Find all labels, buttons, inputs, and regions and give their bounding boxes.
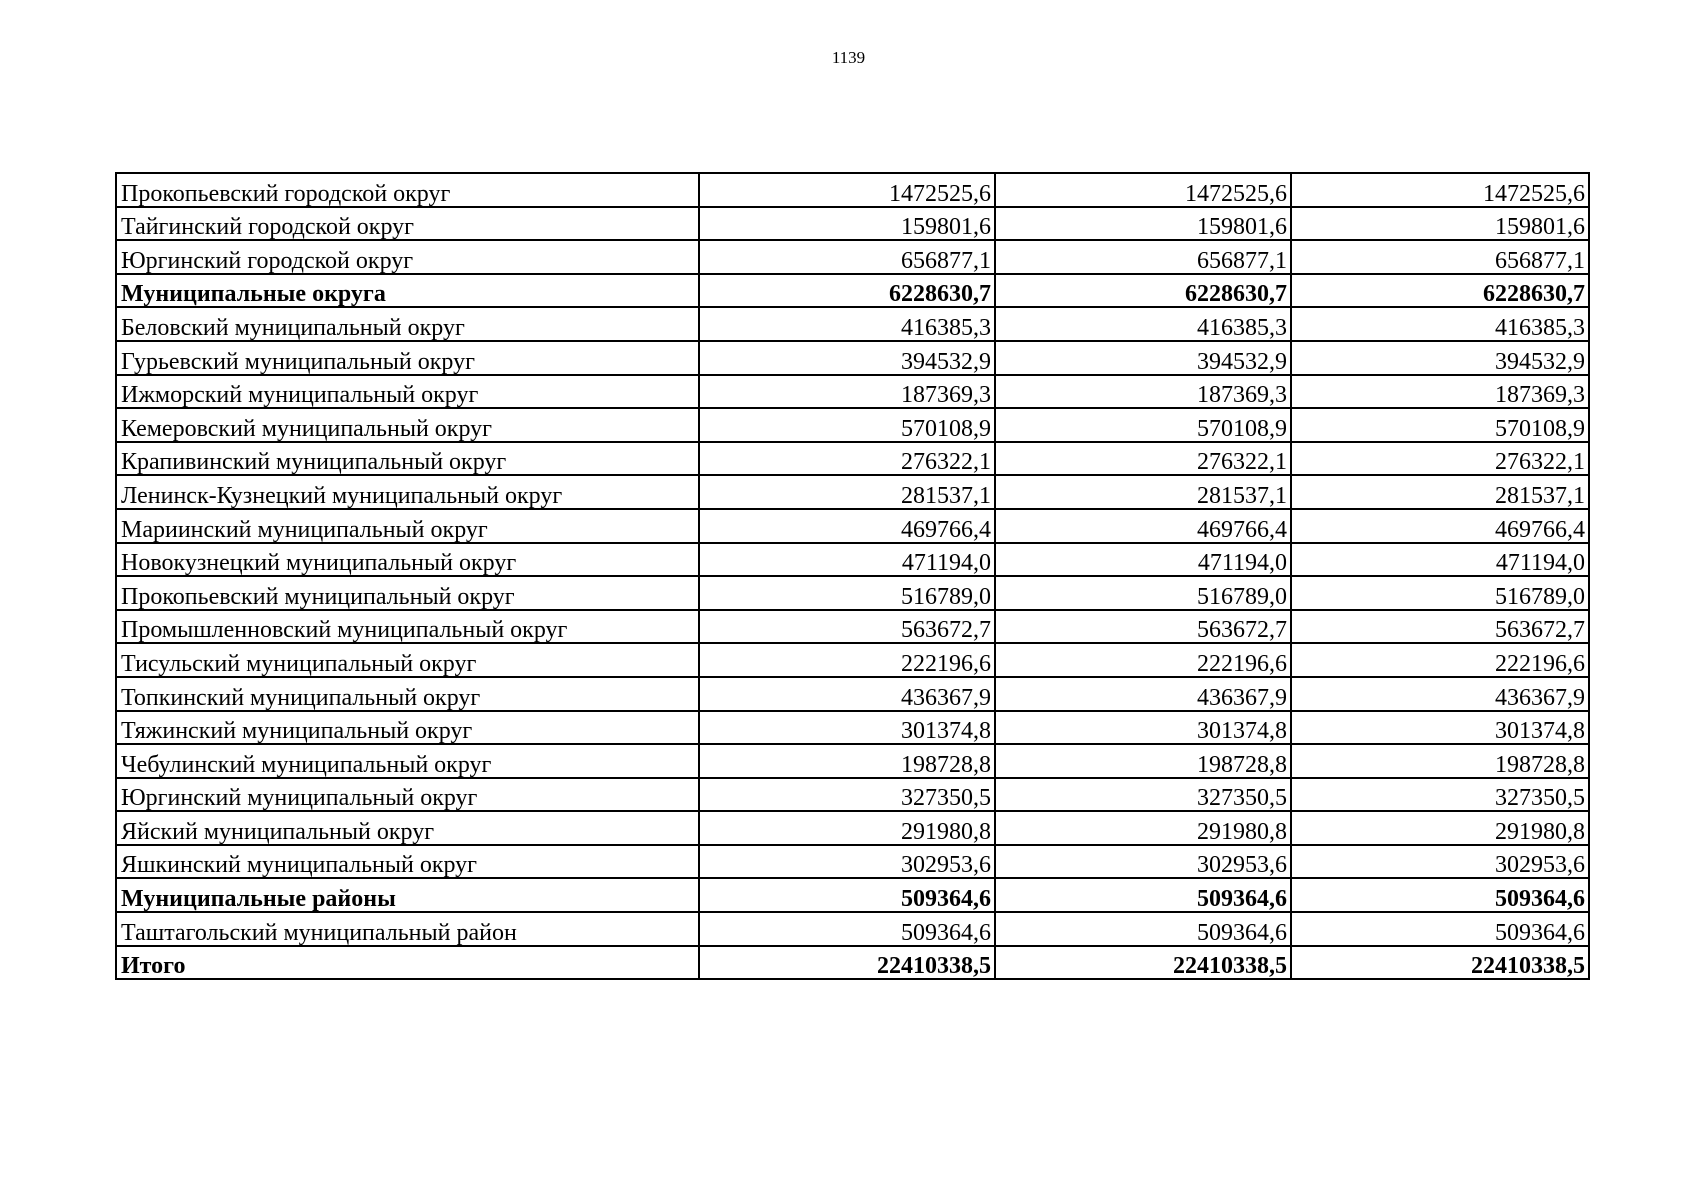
row-value-cell-2: 509364,6: [995, 878, 1291, 912]
row-value-cell-3: 291980,8: [1291, 811, 1589, 845]
row-value-cell-2: 1472525,6: [995, 173, 1291, 207]
table-body: [116, 173, 1589, 979]
row-value-cell-1: 469766,4: [699, 509, 995, 543]
row-value-cell-1: 198728,8: [699, 744, 995, 778]
row-name-cell: Яйский муниципальный округ: [116, 811, 699, 845]
row-value-cell-2: 301374,8: [995, 711, 1291, 745]
row-name-cell: Прокопьевский муниципальный округ: [116, 576, 699, 610]
row-value-cell-1: 509364,6: [699, 878, 995, 912]
page-number: 1139: [831, 48, 866, 67]
row-value-cell-1: 1472525,6: [699, 173, 995, 207]
table-row: [116, 341, 1589, 375]
row-value-cell-2: 436367,9: [995, 677, 1291, 711]
row-value-cell-2: 471194,0: [995, 543, 1291, 577]
row-value-cell-2: 469766,4: [995, 509, 1291, 543]
row-value-cell-2: 416385,3: [995, 307, 1291, 341]
row-value-cell-3: 222196,6: [1291, 643, 1589, 677]
row-name-cell: Крапивинский муниципальный округ: [116, 442, 699, 476]
row-value-cell-3: 563672,7: [1291, 610, 1589, 644]
row-value-cell-3: 327350,5: [1291, 778, 1589, 812]
table-row: [116, 845, 1589, 879]
row-value-cell-2: 302953,6: [995, 845, 1291, 879]
row-value-cell-2: 291980,8: [995, 811, 1291, 845]
row-value-cell-3: 198728,8: [1291, 744, 1589, 778]
row-name-cell: Тяжинский муниципальный округ: [116, 711, 699, 745]
row-value-cell-1: 563672,7: [699, 610, 995, 644]
row-value-cell-1: 516789,0: [699, 576, 995, 610]
row-value-cell-1: 570108,9: [699, 408, 995, 442]
table-row: [116, 274, 1589, 308]
row-value-cell-1: 301374,8: [699, 711, 995, 745]
row-value-cell-3: 416385,3: [1291, 307, 1589, 341]
row-value-cell-2: 198728,8: [995, 744, 1291, 778]
row-value-cell-3: 469766,4: [1291, 509, 1589, 543]
row-name-cell: Тисульский муниципальный округ: [116, 643, 699, 677]
budget-table: [115, 172, 1590, 980]
row-name-cell: Ленинск-Кузнецкий муниципальный округ: [116, 475, 699, 509]
row-name-cell: Муниципальные округа: [116, 274, 699, 308]
row-value-cell-2: 276322,1: [995, 442, 1291, 476]
table-row: [116, 543, 1589, 577]
row-value-cell-3: 281537,1: [1291, 475, 1589, 509]
row-name-cell: Промышленновский муниципальный округ: [116, 610, 699, 644]
table-row: [116, 811, 1589, 845]
row-value-cell-1: 281537,1: [699, 475, 995, 509]
row-value-cell-2: 394532,9: [995, 341, 1291, 375]
row-value-cell-3: 516789,0: [1291, 576, 1589, 610]
row-name-cell: Яшкинский муниципальный округ: [116, 845, 699, 879]
table-row: [116, 475, 1589, 509]
row-value-cell-1: 159801,6: [699, 207, 995, 241]
table-row: [116, 946, 1589, 980]
row-value-cell-1: 6228630,7: [699, 274, 995, 308]
row-value-cell-1: 276322,1: [699, 442, 995, 476]
table-row: [116, 375, 1589, 409]
row-name-cell: Юргинский муниципальный округ: [116, 778, 699, 812]
row-value-cell-2: 327350,5: [995, 778, 1291, 812]
row-value-cell-2: 509364,6: [995, 912, 1291, 946]
row-value-cell-3: 6228630,7: [1291, 274, 1589, 308]
table-row: [116, 240, 1589, 274]
row-value-cell-2: 6228630,7: [995, 274, 1291, 308]
row-value-cell-3: 301374,8: [1291, 711, 1589, 745]
table-row: [116, 207, 1589, 241]
row-value-cell-1: 222196,6: [699, 643, 995, 677]
row-value-cell-3: 1472525,6: [1291, 173, 1589, 207]
row-value-cell-1: 509364,6: [699, 912, 995, 946]
row-value-cell-1: 22410338,5: [699, 946, 995, 980]
row-value-cell-1: 471194,0: [699, 543, 995, 577]
row-value-cell-3: 302953,6: [1291, 845, 1589, 879]
row-value-cell-3: 509364,6: [1291, 912, 1589, 946]
row-name-cell: Топкинский муниципальный округ: [116, 677, 699, 711]
row-value-cell-1: 302953,6: [699, 845, 995, 879]
table-row: [116, 711, 1589, 745]
table-row: [116, 778, 1589, 812]
row-name-cell: Тайгинский городской округ: [116, 207, 699, 241]
row-value-cell-3: 570108,9: [1291, 408, 1589, 442]
row-name-cell: Беловский муниципальный округ: [116, 307, 699, 341]
row-value-cell-1: 656877,1: [699, 240, 995, 274]
table-row: [116, 878, 1589, 912]
table-row: [116, 576, 1589, 610]
row-value-cell-3: 187369,3: [1291, 375, 1589, 409]
table-row: [116, 509, 1589, 543]
table-row: [116, 173, 1589, 207]
row-value-cell-3: 159801,6: [1291, 207, 1589, 241]
row-value-cell-1: 436367,9: [699, 677, 995, 711]
row-value-cell-3: 471194,0: [1291, 543, 1589, 577]
row-value-cell-2: 563672,7: [995, 610, 1291, 644]
row-name-cell: Муниципальные районы: [116, 878, 699, 912]
row-value-cell-2: 516789,0: [995, 576, 1291, 610]
table-row: [116, 643, 1589, 677]
row-value-cell-2: 22410338,5: [995, 946, 1291, 980]
row-name-cell: Кемеровский муниципальный округ: [116, 408, 699, 442]
row-value-cell-2: 187369,3: [995, 375, 1291, 409]
row-value-cell-2: 656877,1: [995, 240, 1291, 274]
row-value-cell-1: 416385,3: [699, 307, 995, 341]
row-value-cell-2: 159801,6: [995, 207, 1291, 241]
row-value-cell-1: 291980,8: [699, 811, 995, 845]
row-value-cell-3: 22410338,5: [1291, 946, 1589, 980]
row-value-cell-3: 276322,1: [1291, 442, 1589, 476]
row-name-cell: Таштагольский муниципальный район: [116, 912, 699, 946]
table-row: [116, 442, 1589, 476]
row-value-cell-3: 656877,1: [1291, 240, 1589, 274]
table-row: [116, 677, 1589, 711]
row-name-cell: Чебулинский муниципальный округ: [116, 744, 699, 778]
row-value-cell-3: 509364,6: [1291, 878, 1589, 912]
row-value-cell-1: 327350,5: [699, 778, 995, 812]
row-name-cell: Юргинский городской округ: [116, 240, 699, 274]
row-value-cell-1: 394532,9: [699, 341, 995, 375]
table-row: [116, 610, 1589, 644]
row-value-cell-2: 570108,9: [995, 408, 1291, 442]
row-name-cell: Итого: [116, 946, 699, 980]
row-name-cell: Новокузнецкий муниципальный округ: [116, 543, 699, 577]
row-name-cell: Прокопьевский городской округ: [116, 173, 699, 207]
row-value-cell-1: 187369,3: [699, 375, 995, 409]
row-name-cell: Гурьевский муниципальный округ: [116, 341, 699, 375]
row-value-cell-3: 436367,9: [1291, 677, 1589, 711]
row-name-cell: Ижморский муниципальный округ: [116, 375, 699, 409]
row-value-cell-2: 281537,1: [995, 475, 1291, 509]
row-name-cell: Мариинский муниципальный округ: [116, 509, 699, 543]
table-row: [116, 912, 1589, 946]
table-row: [116, 408, 1589, 442]
table-row: [116, 307, 1589, 341]
row-value-cell-3: 394532,9: [1291, 341, 1589, 375]
table-row: [116, 744, 1589, 778]
row-value-cell-2: 222196,6: [995, 643, 1291, 677]
